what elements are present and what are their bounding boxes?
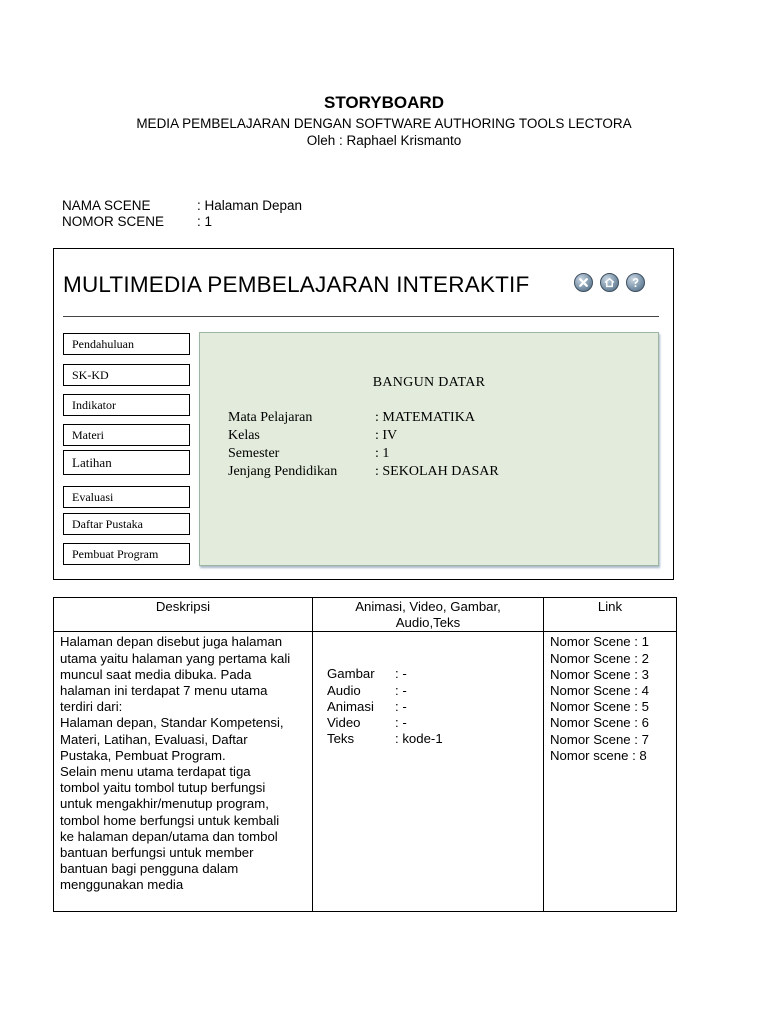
menu-sk-kd-button[interactable]: SK-KD [63, 364, 190, 386]
semester-value: : 1 [375, 446, 390, 461]
media-row-gambar [327, 666, 537, 682]
menu-indikator-button[interactable]: Indikator [63, 394, 190, 416]
menu-daftar-pustaka-button[interactable]: Daftar Pustaka [63, 513, 190, 535]
media-key: Animasi [327, 698, 374, 714]
storyboard-table [53, 597, 677, 912]
semester-label: Semester [228, 446, 280, 461]
deskripsi-line: Halaman depan disebut juga halaman [60, 634, 283, 650]
help-icon[interactable] [626, 273, 645, 292]
content-heading: BANGUN DATAR [372, 375, 486, 390]
header-media-line1: Animasi, Video, Gambar, [355, 599, 501, 614]
media-value: : - [395, 715, 407, 731]
mockup-title-divider [63, 316, 659, 317]
media-row-audio [327, 683, 537, 699]
deskripsi-line: Materi, Latihan, Evaluasi, Daftar [60, 731, 248, 747]
media-value: : kode-1 [395, 731, 443, 747]
link-item: Nomor Scene : 7 [550, 731, 649, 747]
class-label: Kelas [228, 428, 260, 443]
media-key: Video [327, 715, 361, 731]
media-key: Gambar [327, 666, 375, 682]
link-item: Nomor Scene : 5 [550, 699, 649, 715]
deskripsi-line: Halaman depan, Standar Kompetensi, [60, 715, 284, 731]
media-row-animasi [327, 699, 537, 715]
menu-evaluasi-button[interactable]: Evaluasi [63, 486, 190, 508]
deskripsi-cell [54, 632, 313, 912]
mockup-title: MULTIMEDIA PEMBELAJARAN INTERAKTIF [63, 272, 530, 297]
media-key: Audio [327, 682, 361, 698]
media-value: : - [395, 666, 407, 682]
header-media-line2: Audio,Teks [395, 615, 461, 631]
deskripsi-line: menggunakan media [60, 877, 184, 893]
deskripsi-line: tombol home berfungsi untuk kembali [60, 812, 280, 828]
table-row [54, 632, 677, 912]
class-value: : IV [375, 428, 398, 443]
deskripsi-line: muncul saat media dibuka. Pada [60, 666, 252, 682]
deskripsi-line: utama yaitu halaman yang pertama kali [60, 650, 291, 666]
link-item: Nomor Scene : 6 [550, 715, 649, 731]
deskripsi-line: halaman ini terdapat 7 menu utama [60, 683, 268, 699]
link-item: Nomor Scene : 4 [550, 683, 649, 699]
storyboard-author: Oleh : Raphael Krismanto [306, 133, 462, 148]
link-item: Nomor Scene : 2 [550, 650, 649, 666]
deskripsi-line: tombol yaitu tombol tutup berfungsi [60, 780, 266, 796]
media-row-video [327, 715, 537, 731]
scene-number-label: NOMOR SCENE [62, 214, 165, 229]
link-item: Nomor Scene : 1 [550, 634, 649, 650]
storyboard-subtitle: MEDIA PEMBELAJARAN DENGAN SOFTWARE AUTHORING TOOLS LECTORA [136, 116, 632, 131]
deskripsi-line: Selain menu utama terdapat tiga [60, 764, 251, 780]
header-media [313, 598, 544, 632]
media-key: Teks [327, 731, 355, 747]
menu-pendahuluan-button[interactable]: Pendahuluan [63, 333, 190, 355]
subject-label: Mata Pelajaran [228, 410, 313, 425]
scene-number-value: : 1 [197, 214, 213, 229]
link-item: Nomor Scene : 3 [550, 666, 649, 682]
table-header-row [54, 598, 677, 632]
media-value: : - [395, 698, 407, 714]
subject-value: : MATEMATIKA [375, 410, 475, 425]
level-value: : SEKOLAH DASAR [375, 464, 499, 479]
deskripsi-line: terdiri dari: [60, 699, 123, 715]
deskripsi-line: bantuan bagi pengguna dalam [60, 861, 239, 877]
home-icon[interactable] [600, 273, 619, 292]
deskripsi-line: untuk mengakhir/menutup program, [60, 796, 269, 812]
menu-latihan-button[interactable]: Latihan [63, 450, 190, 475]
header-link: Link [544, 598, 677, 632]
deskripsi-line: bantuan berfungsi untuk member [60, 845, 254, 861]
media-row-teks [327, 731, 537, 747]
deskripsi-line: ke halaman depan/utama dan tombol [60, 828, 278, 844]
close-icon[interactable] [574, 273, 593, 292]
media-value: : - [395, 682, 407, 698]
menu-pembuat-program-button[interactable]: Pembuat Program [63, 543, 190, 565]
menu-materi-button[interactable]: Materi [63, 424, 190, 446]
link-item: Nomor scene : 8 [550, 747, 647, 763]
scene-name-value: : Halaman Depan [197, 198, 303, 213]
media-cell [313, 632, 544, 912]
level-label: Jenjang Pendidikan [228, 464, 338, 479]
content-panel [199, 332, 659, 566]
storyboard-title: STORYBOARD [324, 93, 444, 112]
scene-name-label: NAMA SCENE [62, 198, 151, 213]
link-cell [544, 632, 677, 912]
deskripsi-line: Pustaka, Pembuat Program. [60, 747, 226, 763]
header-deskripsi: Deskripsi [54, 598, 313, 632]
